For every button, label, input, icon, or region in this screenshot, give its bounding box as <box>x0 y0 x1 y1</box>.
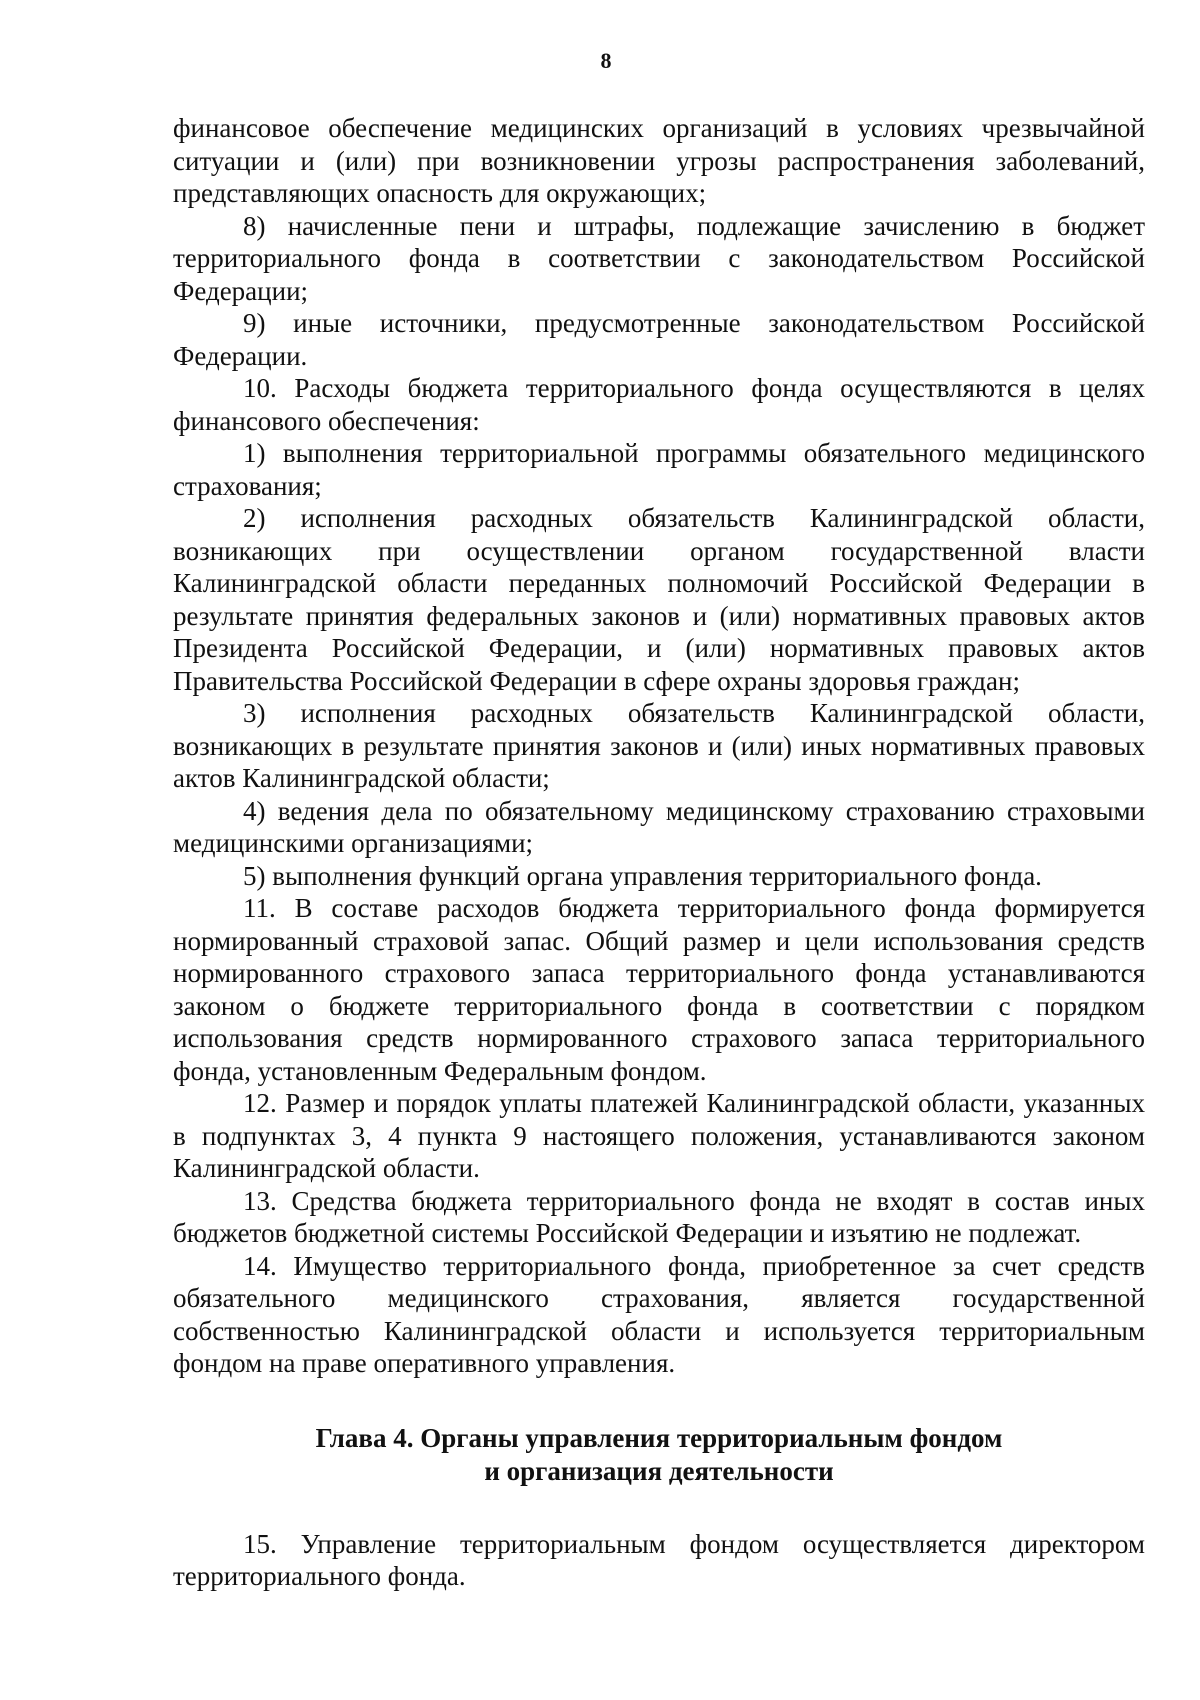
chapter-title-line-1: Глава 4. Органы управления территориальным фондом <box>315 1422 1003 1453</box>
paragraph: 1) выполнения территориальной программы обязательного медицинского страхования; <box>173 438 1145 501</box>
paragraph: 14. Имущество территориального фонда, приобретенное за счет средств обязательного медицинского страхования, является государственной собственностью Калининградской области и используется территориальным фондом на праве оперативного управления. <box>173 1250 1145 1378</box>
paragraph: 13. Средства бюджета территориального фонда не входят в состав иных бюджетов бюджетной системы Российской Федерации и изъятию не подлежат. <box>173 1185 1145 1248</box>
paragraph: 10. Расходы бюджета территориального фонда осуществляются в целях финансового обеспечения: <box>173 373 1145 436</box>
chapter-heading <box>173 1422 1145 1488</box>
page-number: 8 <box>600 48 612 73</box>
paragraph: 11. В составе расходов бюджета территориального фонда формируется нормированный страховой запас. Общий размер и цели использования средств нормированного страхового запаса территориального фонда устанавливаются законом о бюджете территориального фонда в соответствии с порядком использования средств нормированного страхового запаса территориального фонда, установленным Федеральным фондом. <box>173 893 1145 1086</box>
paragraph: 15. Управление территориальным фондом осуществляется директором территориального фонда. <box>173 1528 1145 1591</box>
chapter-title-line-2: и организация деятельности <box>484 1455 834 1486</box>
paragraph: финансовое обеспечение медицинских организаций в условиях чрезвычайной ситуации и (или) при возникновении угрозы распространения заболеваний, представляющих опасность для окружающих; <box>173 113 1145 208</box>
paragraph: 3) исполнения расходных обязательств Калининградской области, возникающих в результате принятия законов и (или) иных нормативных правовых актов Калининградской области; <box>173 698 1145 793</box>
paragraph: 8) начисленные пени и штрафы, подлежащие зачислению в бюджет территориального фонда в соответствии с законодательством Российской Федерации; <box>173 210 1145 306</box>
paragraph: 9) иные источники, предусмотренные законодательством Российской Федерации. <box>173 308 1145 371</box>
paragraph: 2) исполнения расходных обязательств Калининградской области, возникающих при осуществлении органом государственной власти Калининградской области переданных полномочий Российской Федерации в результате принятия федеральных законов и (или) нормативных правовых актов Президента Российской Федерации, и (или) нормативных правовых актов Правительства Российской Федерации в сфере охраны здоровья граждан; <box>173 503 1145 696</box>
document-body <box>173 112 1145 1593</box>
paragraph: 4) ведения дела по обязательному медицинскому страхованию страховыми медицинскими организациями; <box>173 795 1145 858</box>
paragraph: 5) выполнения функций органа управления территориального фонда. <box>243 860 1042 891</box>
paragraph: 12. Размер и порядок уплаты платежей Калининградской области, указанных в подпунктах 3, 4 пункта 9 настоящего положения, устанавливаются законом Калининградской области. <box>173 1088 1145 1183</box>
